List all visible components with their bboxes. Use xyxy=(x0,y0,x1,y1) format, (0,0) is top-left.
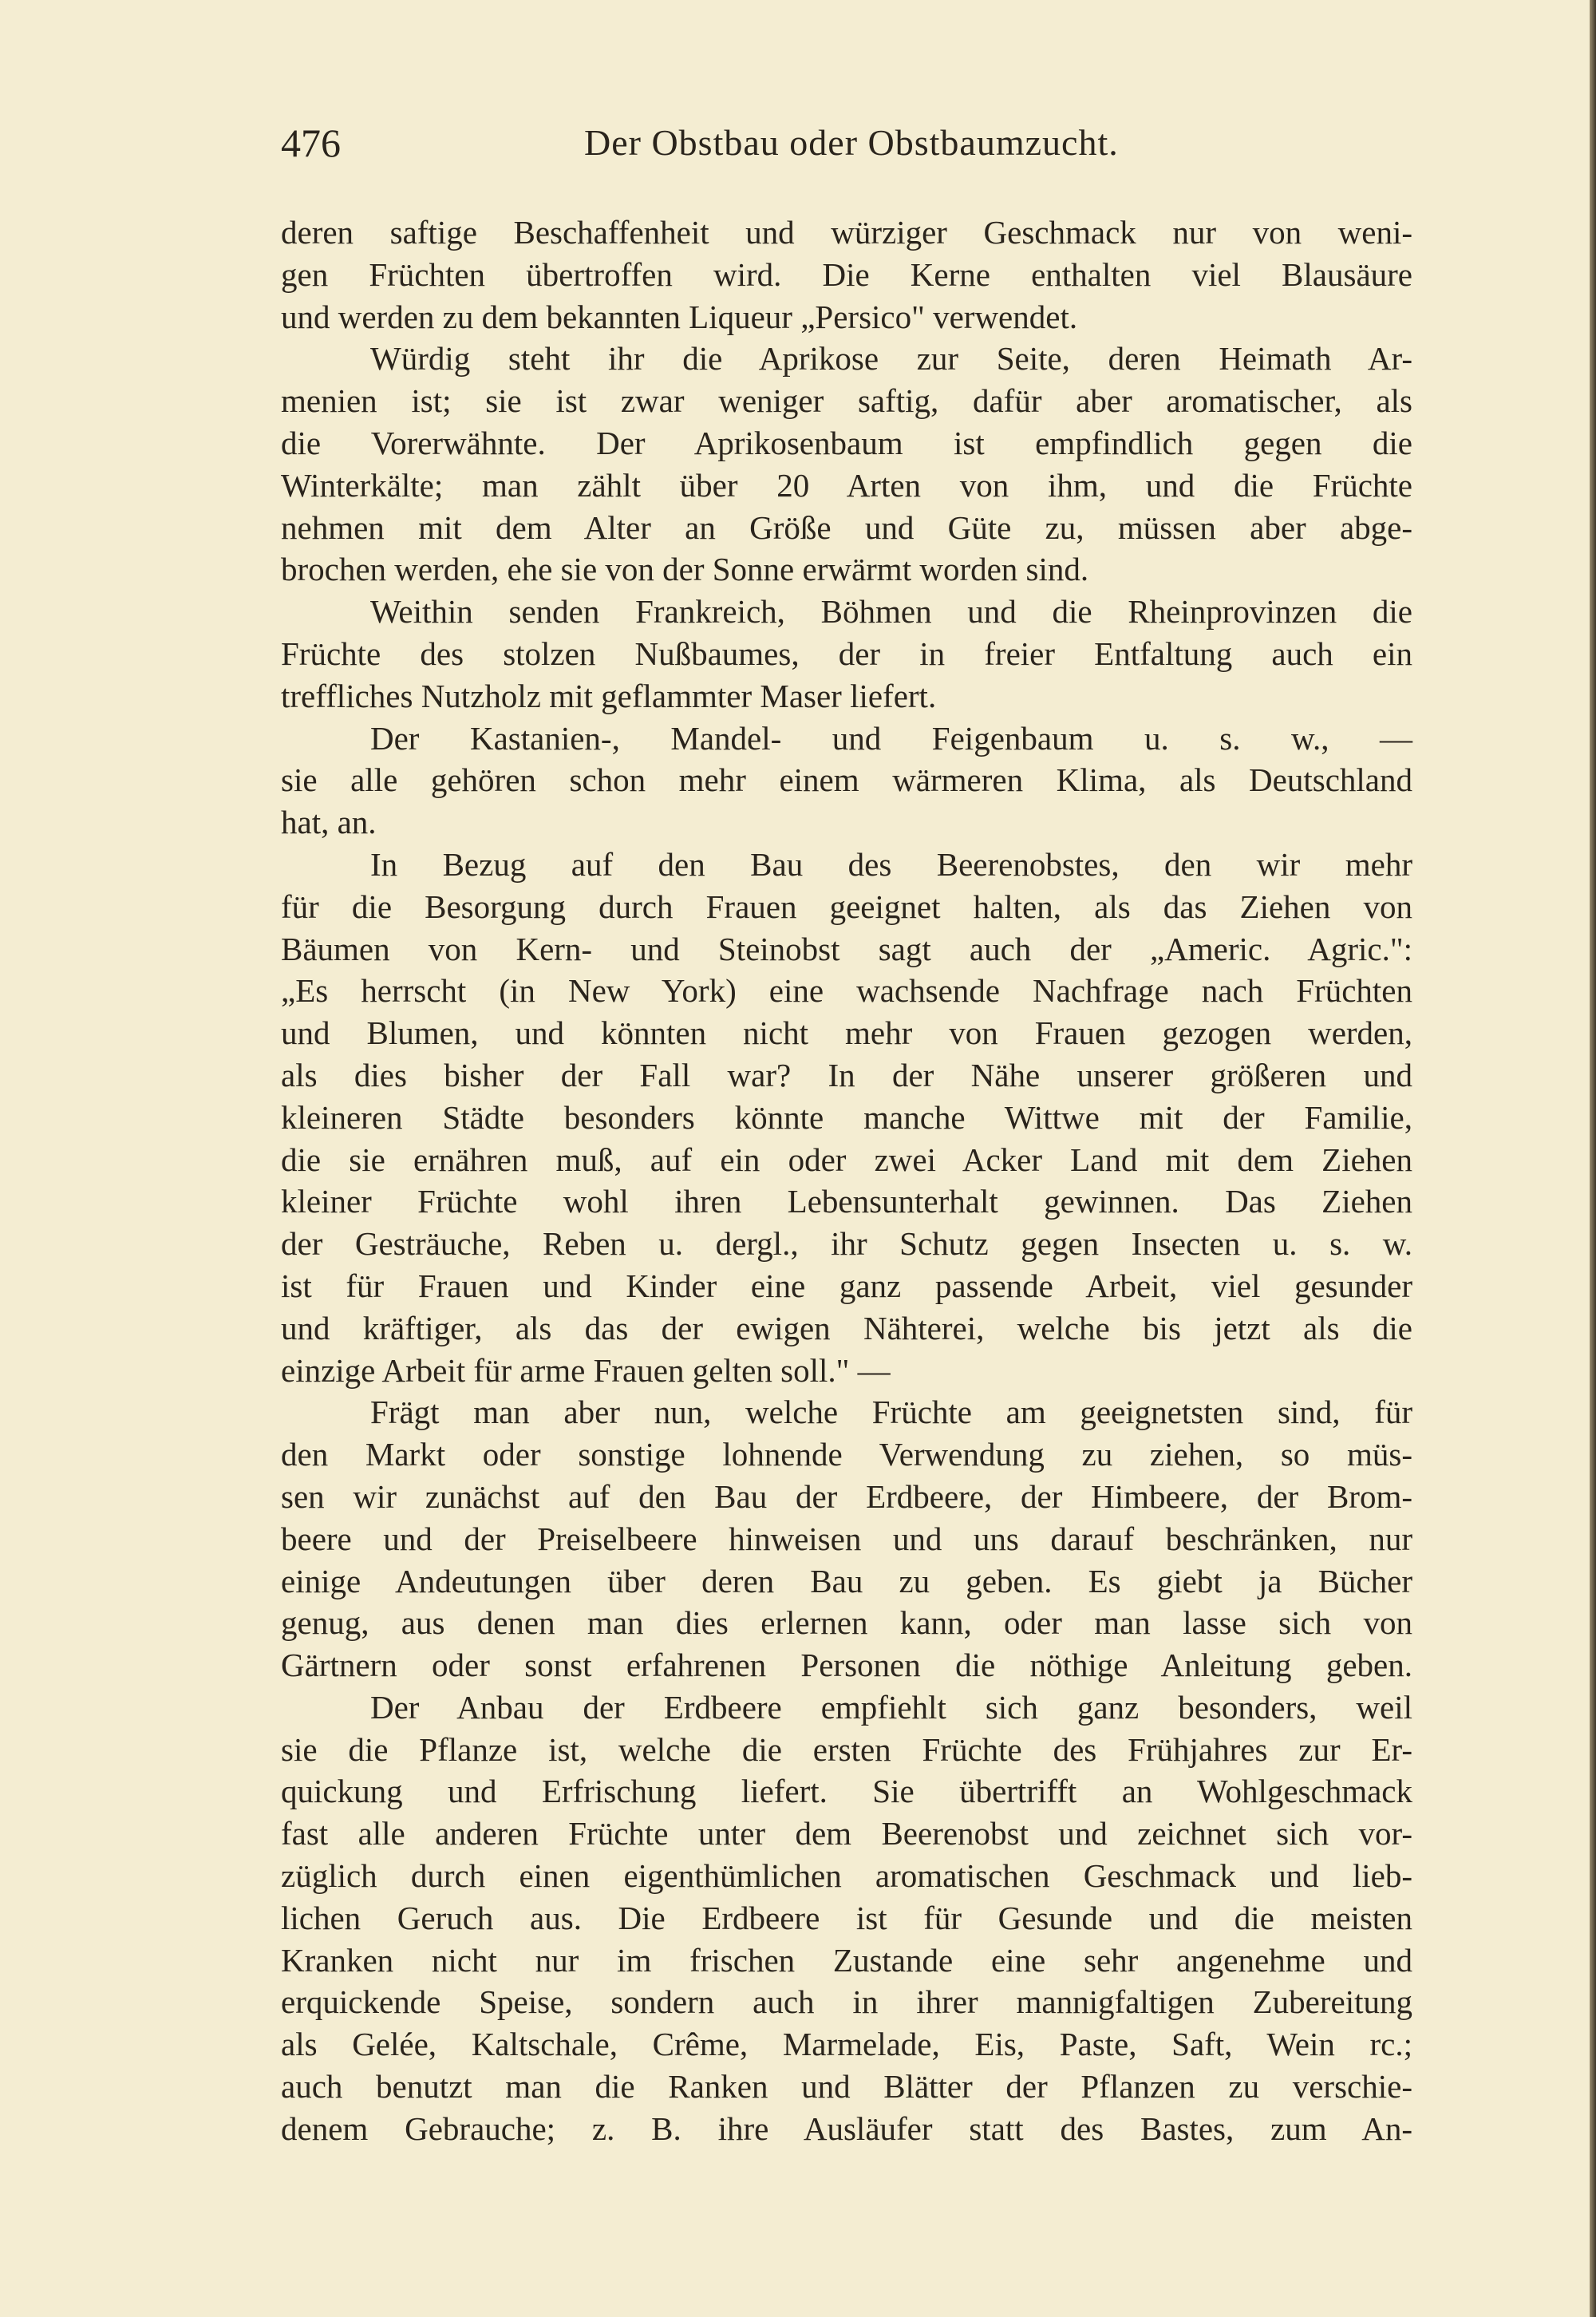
text-line-content: Gärtnern oder sonst erfahrenen Personen die nöthige Anleitung geben. xyxy=(281,1647,1412,1684)
page-number: 476 xyxy=(281,121,341,165)
text-line-content: Weithin senden Frankreich, Böhmen und die Rheinprovinzen die xyxy=(370,593,1412,631)
text-line xyxy=(281,1097,1412,1139)
text-line-content: genug, aus denen man dies erlernen kann, oder man lasse sich von xyxy=(281,1604,1412,1642)
text-line-content: fast alle anderen Früchte unter dem Beerenobst und zeichnet sich vor- xyxy=(281,1815,1412,1852)
text-line xyxy=(281,1350,1412,1392)
text-line xyxy=(281,1855,1412,1897)
text-line-content: Frägt man aber nun, welche Früchte am geeignetsten sind, für xyxy=(370,1394,1412,1431)
text-line xyxy=(281,633,1412,675)
text-line xyxy=(281,507,1412,549)
text-line xyxy=(281,1602,1412,1644)
body-text xyxy=(281,212,1412,2150)
text-line xyxy=(281,928,1412,971)
text-line xyxy=(281,1265,1412,1307)
text-line-content: Winterkälte; man zählt über 20 Arten von ihm, und die Früchte xyxy=(281,466,1412,504)
text-line xyxy=(281,1729,1412,1771)
text-line-content: und werden zu dem bekannten Liqueur „Persico" verwendet. xyxy=(281,298,1078,335)
text-line-content: Der Kastanien-, Mandel- und Feigenbaum u. s. w., — xyxy=(370,719,1412,757)
text-line-content: beere und der Preiselbeere hinweisen und uns darauf beschränken, nur xyxy=(281,1520,1412,1557)
text-line xyxy=(281,465,1412,507)
text-line-content: der Gesträuche, Reben u. dergl., ihr Schutz gegen Insecten u. s. w. xyxy=(281,1225,1412,1263)
text-line-content: quickung und Erfrischung liefert. Sie übertrifft an Wohlgeschmack xyxy=(281,1773,1412,1810)
text-line-content: „Es herrscht (in New York) eine wachsende Nachfrage nach Früchten xyxy=(281,972,1412,1010)
text-line-content: erquickende Speise, sondern auch in ihrer mannigfaltigen Zubereitung xyxy=(281,1983,1412,2021)
text-line-content: brochen werden, ehe sie von der Sonne erwärmt worden sind. xyxy=(281,551,1089,588)
text-line-content: kleineren Städte besonders könnte manche Wittwe mit der Familie, xyxy=(281,1098,1412,1136)
text-line-content: die Vorerwähnte. Der Aprikosenbaum ist empfindlich gegen die xyxy=(281,424,1412,461)
text-line xyxy=(281,2108,1412,2150)
text-line xyxy=(281,718,1412,760)
text-line xyxy=(281,970,1412,1012)
text-line xyxy=(281,2066,1412,2108)
text-line-content: Würdig steht ihr die Aprikose zur Seite, deren Heimath Ar- xyxy=(370,340,1412,378)
page-edge xyxy=(1590,0,1596,2317)
text-line-content: einige Andeutungen über deren Bau zu geben. Es giebt ja Bücher xyxy=(281,1562,1412,1599)
text-line-content: In Bezug auf den Bau des Beerenobstes, den wir mehr xyxy=(370,845,1412,883)
text-line xyxy=(281,548,1412,591)
text-line xyxy=(281,1560,1412,1603)
text-line xyxy=(281,759,1412,801)
text-line-content: sen wir zunächst auf den Bau der Erdbeere, der Himbeere, der Brom- xyxy=(281,1477,1412,1515)
text-line-content: denem Gebrauche; z. B. ihre Ausläufer statt des Bastes, zum An- xyxy=(281,2109,1412,2147)
text-line xyxy=(281,1897,1412,1939)
text-line-content: lichen Geruch aus. Die Erdbeere ist für Gesunde und die meisten xyxy=(281,1899,1412,1936)
page-header xyxy=(281,120,1414,176)
text-line-content: kleiner Früchte wohl ihren Lebensunterhalt gewinnen. Das Ziehen xyxy=(281,1183,1412,1220)
text-line xyxy=(281,1981,1412,2023)
text-line xyxy=(281,254,1412,296)
text-line xyxy=(281,1644,1412,1686)
text-line-content: für die Besorgung durch Frauen geeignet halten, als das Ziehen von xyxy=(281,888,1412,925)
text-line xyxy=(281,1686,1412,1729)
text-line xyxy=(281,844,1412,886)
text-line xyxy=(281,1476,1412,1518)
text-line-content: menien ist; sie ist zwar weniger saftig, dafür aber aromatischer, als xyxy=(281,382,1412,420)
text-line xyxy=(281,1180,1412,1223)
text-line-content: auch benutzt man die Ranken und Blätter der Pflanzen zu verschie- xyxy=(281,2068,1412,2105)
text-line xyxy=(281,801,1412,844)
text-line-content: Früchte des stolzen Nußbaumes, der in freier Entfaltung auch ein xyxy=(281,635,1412,672)
text-line xyxy=(281,675,1412,718)
text-line-content: einzige Arbeit für arme Frauen gelten soll." — xyxy=(281,1351,891,1389)
text-line-content: treffliches Nutzholz mit geflammter Maser liefert. xyxy=(281,677,937,714)
text-line xyxy=(281,1433,1412,1476)
text-line-content: Bäumen von Kern- und Steinobst sagt auch der „Americ. Agric.": xyxy=(281,930,1412,967)
text-line-content: und Blumen, und könnten nicht mehr von Frauen gezogen werden, xyxy=(281,1014,1412,1052)
text-line xyxy=(281,1054,1412,1097)
text-line xyxy=(281,1012,1412,1054)
text-line xyxy=(281,2023,1412,2066)
text-line xyxy=(281,1770,1412,1813)
text-line xyxy=(281,1307,1412,1350)
text-line-content: die sie ernähren muß, auf ein oder zwei Acker Land mit dem Ziehen xyxy=(281,1141,1412,1178)
text-line-content: sie alle gehören schon mehr einem wärmeren Klima, als Deutschland xyxy=(281,761,1412,799)
text-line xyxy=(281,1518,1412,1560)
text-line-content: als Gelée, Kaltschale, Crême, Marmelade, Eis, Paste, Saft, Wein rc.; xyxy=(281,2026,1412,2063)
text-line-content: nehmen mit dem Alter an Größe und Güte zu, müssen aber abge- xyxy=(281,508,1412,546)
text-line xyxy=(281,338,1412,380)
text-line xyxy=(281,591,1412,633)
text-line xyxy=(281,1391,1412,1433)
text-line xyxy=(281,380,1412,422)
running-title: Der Obstbau oder Obstbaumzucht. xyxy=(584,122,1119,163)
text-line-content: sie die Pflanze ist, welche die ersten Früchte des Frühjahres zur Er- xyxy=(281,1730,1412,1768)
text-line-content: Kranken nicht nur im frischen Zustande eine sehr angenehme und xyxy=(281,1941,1412,1979)
text-line-content: hat, an. xyxy=(281,804,377,841)
text-line-content: als dies bisher der Fall war? In der Nähe unserer größeren und xyxy=(281,1056,1412,1093)
text-line xyxy=(281,422,1412,465)
text-line xyxy=(281,1813,1412,1855)
text-line-content: deren saftige Beschaffenheit und würziger Geschmack nur von weni- xyxy=(281,214,1412,251)
text-line-content: und kräftiger, als das der ewigen Nähterei, welche bis jetzt als die xyxy=(281,1309,1412,1346)
text-line xyxy=(281,886,1412,928)
text-line xyxy=(281,1939,1412,1982)
text-line-content: den Markt oder sonstige lohnende Verwendung zu ziehen, so müs- xyxy=(281,1436,1412,1473)
text-line-content: gen Früchten übertroffen wird. Die Kerne enthalten viel Blausäure xyxy=(281,255,1412,293)
text-line-content: ist für Frauen und Kinder eine ganz passende Arbeit, viel gesunder xyxy=(281,1267,1412,1304)
text-line xyxy=(281,212,1412,254)
text-line-content: Der Anbau der Erdbeere empfiehlt sich ganz besonders, weil xyxy=(370,1688,1412,1726)
text-line-content: züglich durch einen eigenthümlichen aromatischen Geschmack und lieb- xyxy=(281,1857,1412,1895)
text-line xyxy=(281,1223,1412,1265)
text-line xyxy=(281,296,1412,338)
text-line xyxy=(281,1139,1412,1181)
